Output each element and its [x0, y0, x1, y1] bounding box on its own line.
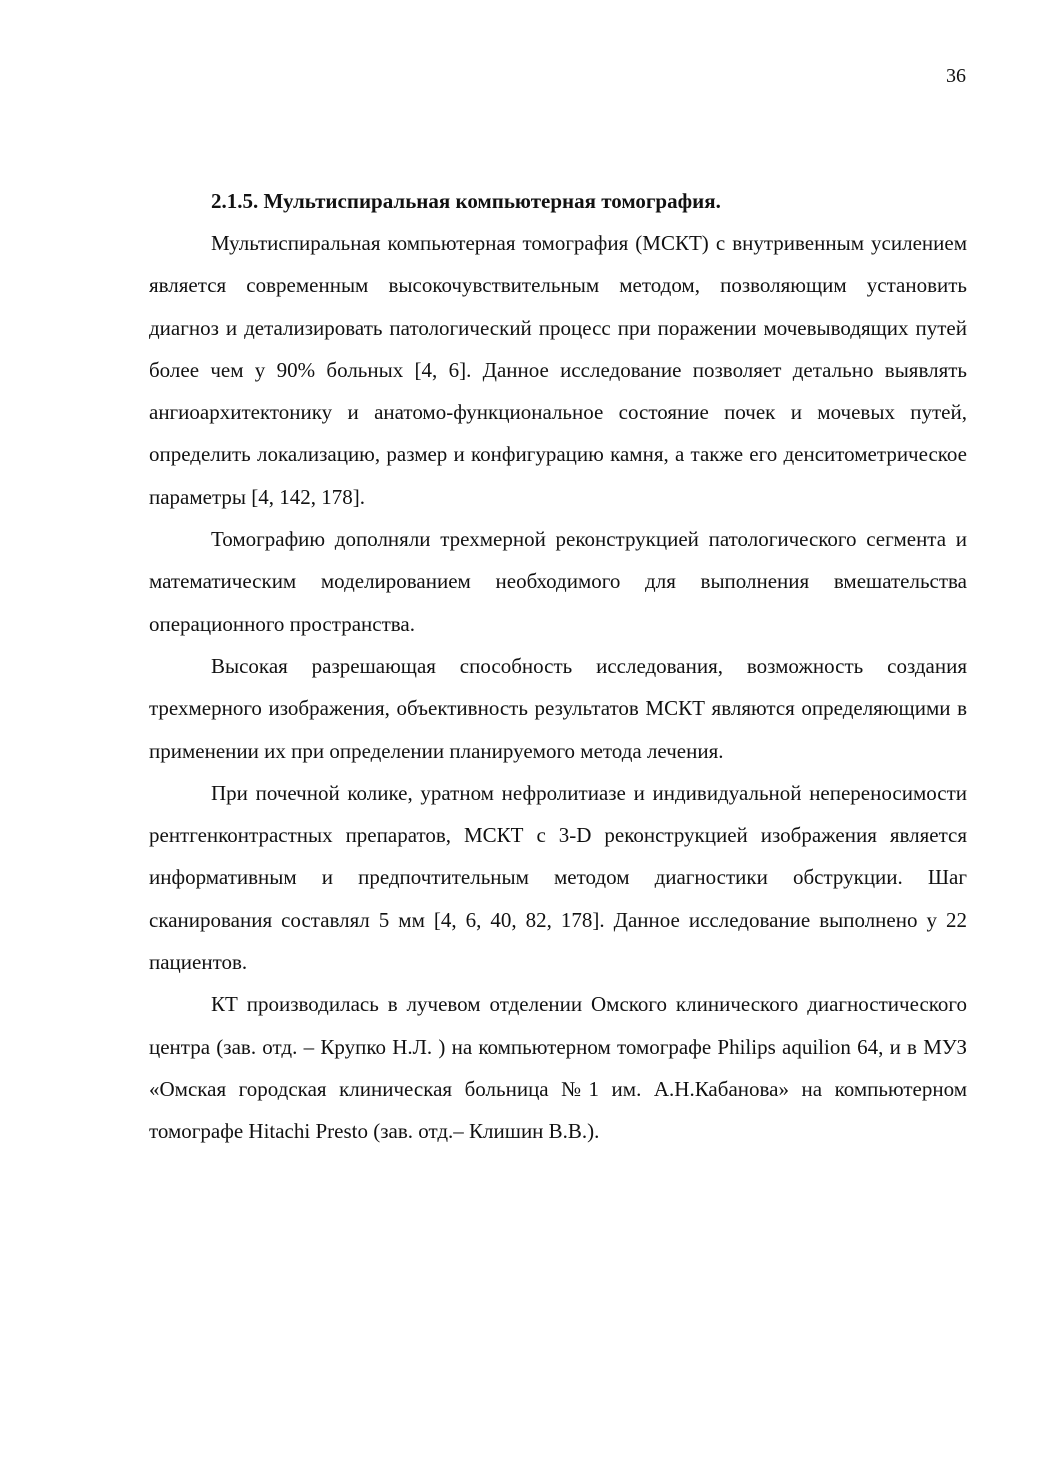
paragraph-msct-intro: Мультиспиральная компьютерная томография (МСКТ) с внутривенным усилением является современным высокочувствительным методом, позволяющим установить диагноз и детализировать патологический процесс при поражении мочевыводящих путей более чем у 90% больных [4, 6]. Данное исследование позволяет детально выявлять ангиоархитектонику и анатомо-функциональное состояние почек и мочевых путей, определить локализацию, размер и конфигурацию камня, а также его денситометрическое параметры [4, 142, 178].: [149, 231, 967, 509]
section-heading: 2.1.5. Мультиспиральная компьютерная томография.: [211, 189, 721, 213]
paragraph-reconstruction: Томографию дополняли трехмерной реконструкцией патологического сегмента и математическим моделированием необходимого для выполнения вмешательства операционного пространства.: [149, 527, 967, 636]
document-body: [149, 180, 967, 1153]
paragraph-ct-location: КТ производилась в лучевом отделении Омского клинического диагностического центра (зав. отд. – Крупко Н.Л. ) на компьютерном томографе Philips aquilion 64, и в МУЗ «Омская городская клиническая больница №1 им. А.Н.Кабанова» на компьютерном томографе Hitachi Presto (зав. отд.– Клишин В.В.).: [149, 992, 967, 1144]
page-number: 36: [946, 65, 966, 87]
paragraph-resolution: Высокая разрешающая способность исследования, возможность создания трехмерного изображения, объективность результатов МСКТ являются определяющими в применении их при определении планируемого метода лечения.: [149, 653, 967, 763]
paragraph-colic: При почечной колике, уратном нефролитиазе и индивидуальной непереносимости рентгенконтрастных препаратов, МСКТ с 3-D реконструкцией изображения является информативным и предпочтительным методом диагностики обструкции. Шаг сканирования составлял 5 мм [4, 6, 40, 82, 178]. Данное исследование выполнено у 22 пациентов.: [149, 780, 967, 975]
